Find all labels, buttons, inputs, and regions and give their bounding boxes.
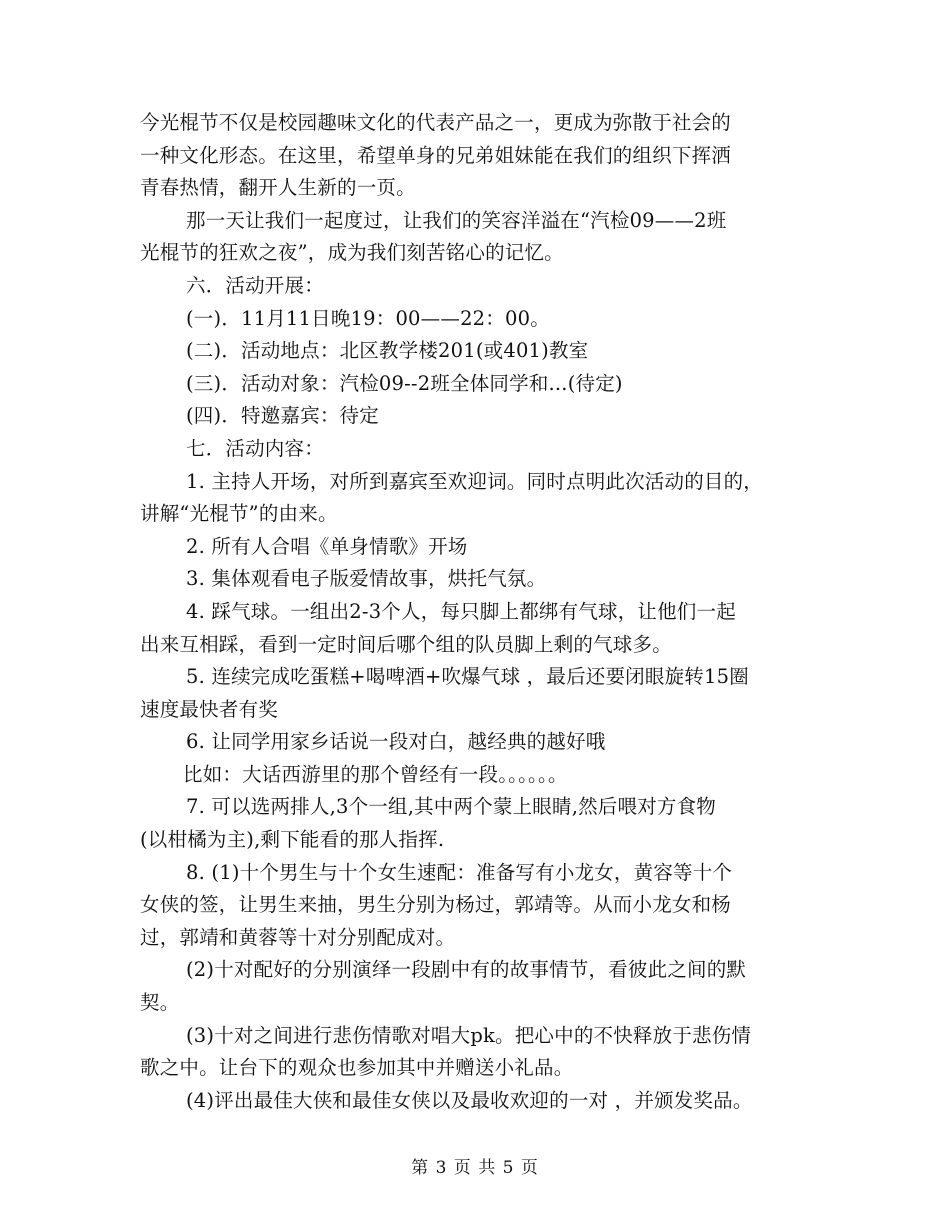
- list-item: (三)．活动对象：汽检09--2班全体同学和...(待定): [186, 371, 623, 395]
- paragraph-line: 女侠的签，让男生来抽，男生分别为杨过，郭靖等。从而小龙女和杨: [140, 893, 732, 917]
- paragraph-line: 今光棍节不仅是校园趣味文化的代表产品之一，更成为弥散于社会的: [140, 111, 732, 134]
- list-item: 8. (1)十个男生与十个女生速配：准备写有小龙女，黄容等十个: [186, 860, 733, 884]
- page-number-footer: 第 3 页 共 5 页: [411, 1158, 539, 1178]
- paragraph-line: 光棍节的狂欢之夜”，成为我们刻苦铭心的记忆。: [140, 241, 564, 265]
- paragraph-line: 速度最快者有奖: [140, 697, 278, 721]
- paragraph-line: 歌之中。让台下的观众也参加其中并赠送小礼品。: [140, 1056, 574, 1080]
- paragraph-line: 青春热情，翻开人生新的一页。: [140, 176, 416, 200]
- paragraph-line: (以柑橘为主),剩下能看的那人指挥.: [140, 828, 445, 852]
- list-item: (2)十对配好的分别演绎一段剧中有的故事情节，看彼此之间的默: [186, 958, 747, 982]
- paragraph-line: 过，郭靖和黄蓉等十对分别配成对。: [140, 925, 456, 949]
- section-heading: 六．活动开展：: [186, 273, 324, 297]
- paragraph-line: 那一天让我们一起度过，让我们的笑容洋溢在“汽检09——2班: [186, 208, 727, 232]
- list-item: (3)十对之间进行悲伤情歌对唱大pk。把心中的不快释放于悲伤情: [186, 1023, 752, 1047]
- list-item: (一)．11月11日晚19：00——22：00。: [186, 306, 550, 330]
- list-item: 6. 让同学用家乡话说一段对白，越经典的越好哦: [186, 730, 606, 754]
- section-heading: 七．活动内容：: [186, 436, 324, 460]
- list-item: (四)．特邀嘉宾：待定: [186, 404, 379, 428]
- list-item: 2. 所有人合唱《单身情歌》开场: [186, 534, 468, 558]
- list-item: (4)评出最佳大侠和最佳女侠以及最收欢迎的一对 ，并颁发奖品。: [186, 1088, 753, 1112]
- paragraph-line: 一种文化形态。在这里，希望单身的兄弟姐妹能在我们的组织下挥洒: [140, 143, 732, 167]
- paragraph-line: 比如：大话西游里的那个曾经有一段。。。。。。: [183, 762, 568, 786]
- paragraph-line: 讲解“光棍节”的由来。: [140, 502, 338, 526]
- list-item: 3. 集体观看电子版爱情故事，烘托气氛。: [186, 567, 547, 591]
- list-item: 5. 连续完成吃蛋糕+喝啤酒+吹爆气球 ，最后还要闭眼旋转15圈: [186, 665, 749, 689]
- paragraph-line: 出来互相踩，看到一定时间后哪个组的队员脚上剩的气球多。: [140, 632, 672, 656]
- paragraph-line: 契。: [140, 991, 180, 1015]
- document-body: [140, 107, 815, 1117]
- list-item: 7. 可以选两排人,3个一组,其中两个蒙上眼睛,然后喂对方食物: [186, 795, 717, 819]
- list-item: 1. 主持人开场，对所到嘉宾至欢迎词。同时点明此次活动的目的，: [186, 469, 764, 493]
- list-item: (二)．活动地点：北区教学楼201(或401)教室: [186, 339, 589, 363]
- list-item: 4. 踩气球。一组出2-3个人，每只脚上都绑有气球，让他们一起: [186, 599, 736, 623]
